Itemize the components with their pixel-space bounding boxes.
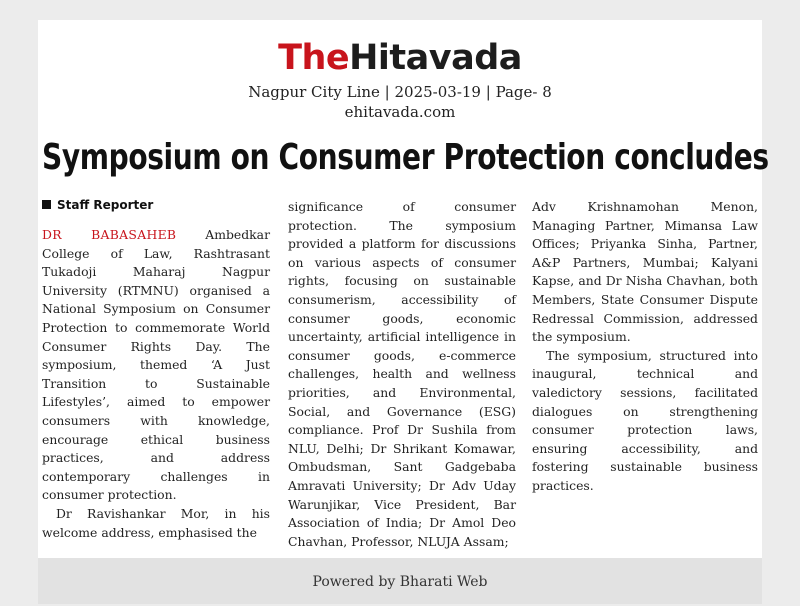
powered-by-footer: Powered by Bharati Web: [38, 558, 762, 604]
article-column-1: [42, 196, 270, 542]
logo-the: The: [278, 38, 350, 78]
masthead-logo: [38, 38, 762, 78]
paragraph-2-continued: Adv Krishnamohan Menon, Managing Partner, Mimansa Law Offices; Priyanka Sinha, Partner, A&P Partners, Mumbai; Kalyani Kapse, and Dr Nisha Chavhan, both Members, State Consumer Dispute Redressal Commission, addressed the symposium.: [532, 199, 758, 345]
article-headline: Symposium on Consumer Protection concludes: [42, 137, 769, 178]
site-url[interactable]: ehitavada.com: [344, 103, 456, 121]
logo-hitavada: Hitavada: [349, 38, 522, 78]
newspaper-clipping: [38, 20, 769, 558]
article-column-3: [532, 198, 758, 496]
paragraph-2-continued: significance of consumer protection. The symposium provided a platform for discussions on various aspects of consumer rights, focusing on sustainable consumerism, accessibility of consumer goods, economic uncertainty, artificial intelligence in consumer goods, e-commerce challenges, health and wellness priorities, and Environmental, Social, and Governance (ESG) compliance. Prof Dr Sushila from NLU, Delhi; Dr Shrikant Komawar, Ombudsman, Sant Gadgebaba Amravati University; Dr Adv Uday Warunjikar, Vice President, Bar Association of India; Dr Amol Deo Chavhan, Professor, NLUJA Assam;: [288, 199, 516, 549]
byline-text: Staff Reporter: [57, 198, 154, 212]
lead-words: DR BABASAHEB: [42, 227, 177, 242]
square-bullet-icon: [42, 200, 51, 209]
article-column-2: [288, 198, 516, 551]
paragraph-1-text: Ambedkar College of Law, Rashtrasant Tukadoji Maharaj Nagpur University (RTMNU) organised a National Symposium on Consumer Protection to commemorate World Consumer Rights Day. The symposium, themed ‘A Just Transition to Sustainable Lifestyles’, aimed to empower consumers with knowledge, encourage ethical business practices, and address contemporary challenges in consumer protection.: [42, 227, 270, 503]
paragraph-1: [42, 226, 270, 505]
paragraph-2: Dr Ravishankar Mor, in his welcome address, emphasised the: [42, 505, 270, 540]
paragraph-3: The symposium, structured into inaugural, technical and valedictory sessions, facilitated dialogues on strengthening consumer protection laws, ensuring accessibility, and fostering sustainable business practices.: [532, 347, 758, 493]
dateline: Nagpur City Line | 2025-03-19 | Page- 8: [248, 83, 552, 101]
byline: [42, 196, 270, 214]
